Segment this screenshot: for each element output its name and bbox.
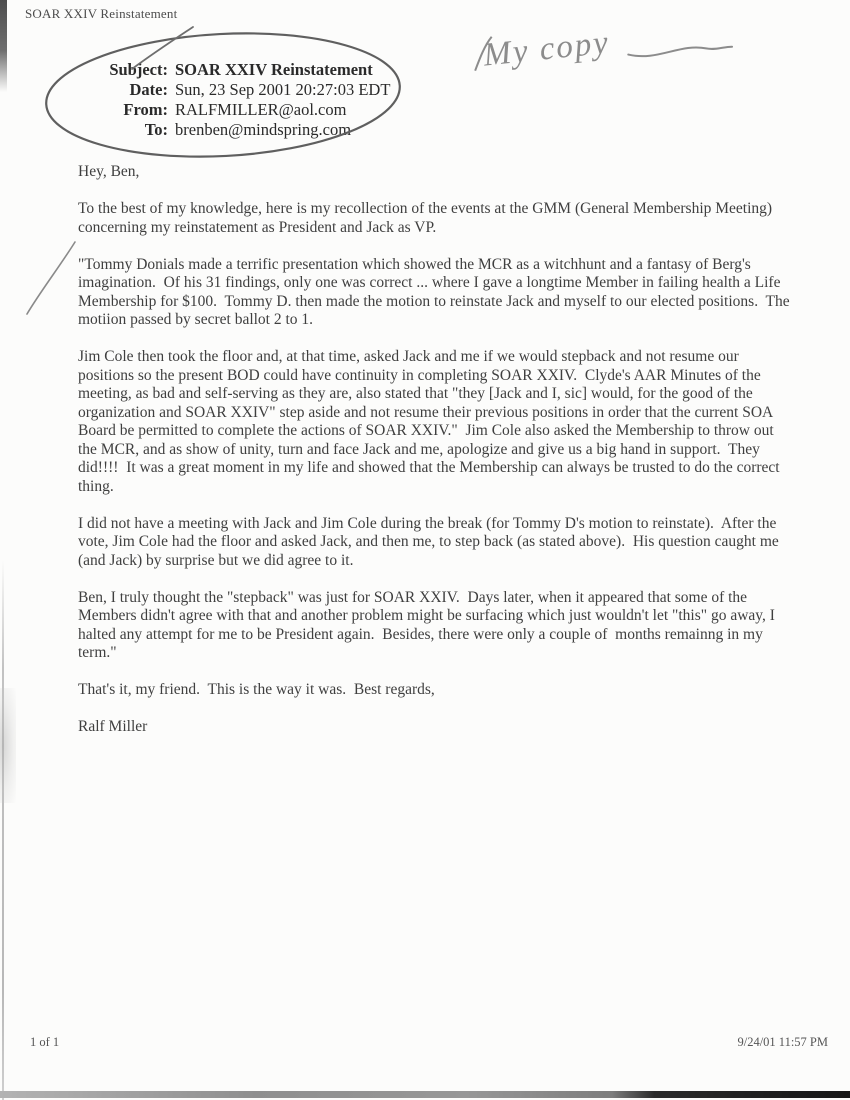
email-header-row-from (80, 100, 390, 120)
handwritten-note-text: My copy (481, 24, 612, 74)
paragraph-quoted-recollection: "Tommy Donials made a terrific presentation which showed the MCR as a witchhunt and a fantasy of Berg's imagination. Of his 31 findings, only one was correct ... where I gave a longtime Member in failing health a Life Membership for $100. Tommy D. then made the motion to reinstate Jack and myself to our elected positions. The motiion passed by secret ballot 2 to 1. (78, 255, 794, 328)
document-running-header: SOAR XXIV Reinstatement (25, 6, 178, 21)
subject-label: Subject: (109, 60, 168, 79)
print-timestamp: 9/24/01 11:57 PM (737, 1035, 828, 1049)
subject-value: SOAR XXIV Reinstatement (175, 60, 373, 79)
paragraph-intro: To the best of my knowledge, here is my recollection of the events at the GMM (General Membership Meeting) concerning my reinstatement as President and Jack as VP. (78, 200, 776, 236)
closing-line: That's it, my friend. This is the way it was. Best regards, (78, 681, 435, 698)
salutation: Hey, Ben, (78, 163, 140, 180)
date-label: Date: (129, 80, 168, 99)
scan-artifact-left-smudge (0, 688, 16, 803)
to-label: To: (144, 120, 168, 139)
email-header-row-subject (80, 60, 390, 80)
signature: Ralf Miller (78, 718, 148, 735)
from-value: RALFMILLER@aol.com (175, 100, 347, 119)
email-header-block (80, 60, 390, 140)
from-label: From: (123, 100, 168, 119)
email-header-row-date (80, 80, 390, 100)
letter-body (78, 163, 794, 755)
page-number: 1 of 1 (30, 1035, 60, 1049)
paragraph-stepback: Ben, I truly thought the "stepback" was just for SOAR XXIV. Days later, when it appeared that some of the Members didn't agree with that and another problem might be surfacing which just wouldn't let "this" go away, I halted any attempt for me to be President again. Besides, there were only a couple of months remainng in my term." (78, 588, 779, 661)
scan-artifact-left-line (2, 560, 4, 1100)
scan-artifact-left-edge (0, 0, 7, 92)
paragraph-no-meeting: I did not have a meeting with Jack and Jim Cole during the break (for Tommy D's motion to reinstate). After the vote, Jim Cole had the floor and asked Jack, and then me, to step back (as stated above). His question caught me (and Jack) by surprise but we did agree to it. (78, 514, 783, 569)
handwritten-note (455, 8, 735, 80)
to-value: brenben@mindspring.com (175, 120, 352, 139)
hand-drawn-margin-slash (27, 242, 75, 314)
date-value: Sun, 23 Sep 2001 20:27:03 EDT (175, 80, 391, 99)
scan-artifact-bottom-band (0, 1091, 850, 1098)
email-header-row-to (80, 120, 390, 140)
paragraph-jim-cole: Jim Cole then took the floor and, at that time, asked Jack and me if we would stepback and not resume our positions so the present BOD could have continuity in completing SOAR XXIV. Clyde's AAR Minutes of the meeting, as bad and self-serving as they are, also stated that "they [Jack and I, sic] would, for the good of the organization and SOAR XXIV" step aside and not resume their previous positions in order that the current SOA Board be permitted to complete the actions of SOAR XXIV." Jim Cole also asked the Membership to throw out the MCR, and as show of unity, turn and face Jack and me, apologize and give us a big hand in support. They did!!!! It was a great moment in my life and showed that the Membership can always be trusted to do the correct thing. (78, 348, 784, 495)
